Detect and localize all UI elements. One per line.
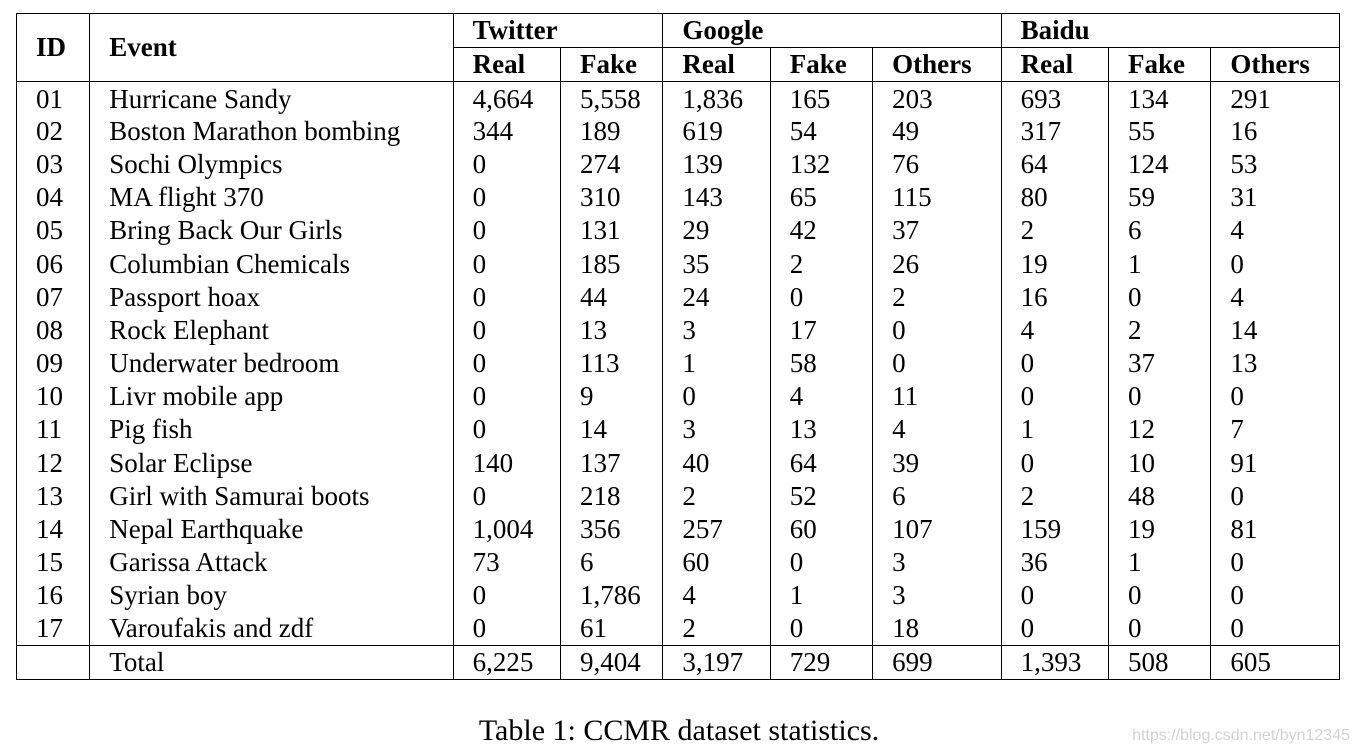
cell-count: 131: [561, 214, 663, 247]
table-row: [17, 613, 1340, 646]
cell-count: 4: [1001, 314, 1108, 347]
cell-id: 11: [36, 414, 62, 445]
cell-count: 291: [1211, 82, 1340, 115]
cell-event: Boston Marathon bombing: [90, 115, 453, 148]
cell-count: 0: [1211, 480, 1340, 513]
cell-count: 159: [1001, 513, 1108, 546]
cell-count: 274: [561, 148, 663, 181]
cell-count: 0: [453, 181, 560, 214]
cell-event: Underwater bedroom: [90, 347, 453, 380]
cell-count: 3: [873, 579, 1001, 612]
cell-count: 91: [1211, 447, 1340, 480]
cell-count: 60: [663, 546, 770, 579]
cell-count: 6: [561, 546, 663, 579]
cell-count: 0: [1001, 380, 1108, 413]
cell-count: 699: [873, 646, 1001, 680]
table-row: [17, 181, 1340, 214]
cell-event: Nepal Earthquake: [90, 513, 453, 546]
cell-count: 729: [770, 646, 872, 680]
cell-count: 1: [1109, 546, 1211, 579]
cell-count: 0: [453, 579, 560, 612]
cell-count: 37: [873, 214, 1001, 247]
cell-count: 0: [770, 613, 872, 646]
cell-count: 3: [663, 314, 770, 347]
cell-count: 10: [1109, 447, 1211, 480]
header-id: ID: [17, 14, 90, 82]
cell-count: 124: [1109, 148, 1211, 181]
cell-count: 107: [873, 513, 1001, 546]
cell-event: Girl with Samurai boots: [90, 480, 453, 513]
header-google-real: Real: [663, 48, 770, 82]
cell-count: 42: [770, 214, 872, 247]
cell-count: 37: [1109, 347, 1211, 380]
cell-count: 693: [1001, 82, 1108, 115]
table-row: [17, 247, 1340, 280]
cell-count: 0: [453, 148, 560, 181]
cell-count: 0: [453, 480, 560, 513]
cell-count: 52: [770, 480, 872, 513]
cell-count: 3: [663, 413, 770, 446]
cell-count: 137: [561, 447, 663, 480]
cell-count: 2: [1001, 214, 1108, 247]
cell-count: 0: [453, 281, 560, 314]
cell-count: 1: [1109, 247, 1211, 280]
cell-count: 0: [770, 281, 872, 314]
cell-count: 185: [561, 247, 663, 280]
cell-count: 0: [453, 247, 560, 280]
cell-count: 61: [561, 613, 663, 646]
cell-count: 65: [770, 181, 872, 214]
cell-event: Livr mobile app: [90, 380, 453, 413]
cell-count: 49: [873, 115, 1001, 148]
table-row: [17, 447, 1340, 480]
cell-count: 310: [561, 181, 663, 214]
cell-count: 2: [873, 281, 1001, 314]
cell-count: 16: [1001, 281, 1108, 314]
cell-count: 14: [561, 413, 663, 446]
cell-id: 06: [36, 248, 63, 279]
watermark: https://blog.csdn.net/byn12345: [1132, 727, 1350, 744]
cell-count: 17: [770, 314, 872, 347]
cell-count: 81: [1211, 513, 1340, 546]
cell-count: 134: [1109, 82, 1211, 115]
cell-count: 1,393: [1001, 646, 1108, 680]
cell-count: 36: [1001, 546, 1108, 579]
cell-id: 07: [36, 281, 63, 312]
cell-count: 13: [1211, 347, 1340, 380]
cell-count: 0: [1109, 380, 1211, 413]
table-row: [17, 281, 1340, 314]
cell-id: 13: [36, 480, 63, 511]
table-row: [17, 480, 1340, 513]
cell-count: 0: [453, 380, 560, 413]
cell-count: 13: [561, 314, 663, 347]
cell-event: Total: [90, 646, 453, 680]
cell-count: 203: [873, 82, 1001, 115]
cell-count: 2: [663, 613, 770, 646]
cell-count: 12: [1109, 413, 1211, 446]
cell-id: 15: [36, 547, 63, 578]
cell-count: 4: [770, 380, 872, 413]
cell-count: 0: [873, 347, 1001, 380]
cell-id: [17, 646, 90, 680]
cell-count: 1,786: [561, 579, 663, 612]
cell-event: Passport hoax: [90, 281, 453, 314]
cell-count: 140: [453, 447, 560, 480]
cell-count: 143: [663, 181, 770, 214]
table-row: [17, 513, 1340, 546]
cell-event: Pig fish: [90, 413, 453, 446]
ccmr-statistics-table: [16, 13, 1340, 680]
cell-count: 6: [873, 480, 1001, 513]
cell-count: 0: [770, 546, 872, 579]
cell-count: 1,836: [663, 82, 770, 115]
cell-count: 113: [561, 347, 663, 380]
cell-count: 80: [1001, 181, 1108, 214]
cell-count: 605: [1211, 646, 1340, 680]
cell-count: 0: [1001, 613, 1108, 646]
cell-id: 10: [36, 381, 63, 412]
table-row: [17, 347, 1340, 380]
cell-count: 2: [663, 480, 770, 513]
cell-count: 0: [453, 214, 560, 247]
cell-count: 218: [561, 480, 663, 513]
cell-count: 1: [1001, 413, 1108, 446]
cell-event: Syrian boy: [90, 579, 453, 612]
cell-event: Varoufakis and zdf: [90, 613, 453, 646]
table-row: [17, 413, 1340, 446]
cell-count: 0: [1211, 380, 1340, 413]
table-row: [17, 579, 1340, 612]
cell-count: 1: [663, 347, 770, 380]
cell-count: 0: [453, 413, 560, 446]
cell-count: 132: [770, 148, 872, 181]
cell-count: 59: [1109, 181, 1211, 214]
cell-count: 9,404: [561, 646, 663, 680]
header-group-twitter: Twitter: [453, 14, 663, 48]
cell-count: 0: [873, 314, 1001, 347]
cell-count: 18: [873, 613, 1001, 646]
cell-id: 09: [36, 348, 63, 379]
cell-count: 76: [873, 148, 1001, 181]
cell-count: 3: [873, 546, 1001, 579]
cell-count: 2: [770, 247, 872, 280]
cell-id: 03: [36, 148, 63, 179]
cell-count: 139: [663, 148, 770, 181]
cell-count: 4: [873, 413, 1001, 446]
cell-id: 02: [36, 115, 63, 146]
cell-event: MA flight 370: [90, 181, 453, 214]
cell-count: 0: [1001, 347, 1108, 380]
cell-count: 0: [453, 347, 560, 380]
header-baidu-fake: Fake: [1109, 48, 1211, 82]
cell-id: 08: [36, 314, 63, 345]
cell-count: 4: [663, 579, 770, 612]
cell-count: 16: [1211, 115, 1340, 148]
cell-count: 6,225: [453, 646, 560, 680]
cell-id: 01: [36, 84, 63, 115]
cell-count: 0: [663, 380, 770, 413]
cell-count: 13: [770, 413, 872, 446]
cell-id: 14: [36, 514, 63, 545]
cell-count: 317: [1001, 115, 1108, 148]
cell-count: 1,004: [453, 513, 560, 546]
cell-count: 0: [453, 314, 560, 347]
cell-count: 2: [1001, 480, 1108, 513]
table-row: [17, 148, 1340, 181]
cell-count: 0: [453, 613, 560, 646]
cell-count: 0: [1109, 579, 1211, 612]
cell-id: 04: [36, 182, 63, 213]
cell-count: 189: [561, 115, 663, 148]
cell-id: 17: [36, 613, 63, 644]
table-caption: Table 1: CCMR dataset statistics.: [478, 714, 880, 747]
cell-count: 6: [1109, 214, 1211, 247]
cell-count: 53: [1211, 148, 1340, 181]
cell-event: Columbian Chemicals: [90, 247, 453, 280]
cell-count: 257: [663, 513, 770, 546]
cell-count: 0: [1001, 579, 1108, 612]
table-row: [17, 314, 1340, 347]
cell-count: 0: [1211, 247, 1340, 280]
cell-count: 73: [453, 546, 560, 579]
header-google-fake: Fake: [770, 48, 872, 82]
total-row: [17, 646, 1340, 680]
header-group-baidu: Baidu: [1001, 14, 1339, 48]
cell-count: 115: [873, 181, 1001, 214]
cell-event: Sochi Olympics: [90, 148, 453, 181]
cell-count: 4: [1211, 214, 1340, 247]
table-body: [17, 82, 1340, 680]
cell-count: 5,558: [561, 82, 663, 115]
cell-count: 26: [873, 247, 1001, 280]
cell-count: 58: [770, 347, 872, 380]
cell-event: Hurricane Sandy: [90, 82, 453, 115]
cell-count: 3,197: [663, 646, 770, 680]
cell-count: 55: [1109, 115, 1211, 148]
cell-id: 05: [36, 215, 63, 246]
cell-count: 0: [1211, 546, 1340, 579]
cell-count: 0: [1109, 281, 1211, 314]
cell-count: 44: [561, 281, 663, 314]
cell-count: 165: [770, 82, 872, 115]
header-twitter-real: Real: [453, 48, 560, 82]
cell-count: 48: [1109, 480, 1211, 513]
cell-count: 4,664: [453, 82, 560, 115]
cell-count: 31: [1211, 181, 1340, 214]
cell-event: Rock Elephant: [90, 314, 453, 347]
header-baidu-real: Real: [1001, 48, 1108, 82]
cell-id: 12: [36, 447, 63, 478]
cell-count: 0: [1001, 447, 1108, 480]
cell-count: 2: [1109, 314, 1211, 347]
cell-count: 7: [1211, 413, 1340, 446]
cell-count: 64: [1001, 148, 1108, 181]
cell-count: 35: [663, 247, 770, 280]
cell-count: 508: [1109, 646, 1211, 680]
cell-event: Garissa Attack: [90, 546, 453, 579]
header-baidu-others: Others: [1211, 48, 1340, 82]
cell-id: 16: [36, 580, 63, 611]
cell-count: 54: [770, 115, 872, 148]
header-group-google: Google: [663, 14, 1001, 48]
cell-count: 356: [561, 513, 663, 546]
cell-count: 39: [873, 447, 1001, 480]
header-twitter-fake: Fake: [561, 48, 663, 82]
cell-count: 11: [873, 380, 1001, 413]
cell-count: 9: [561, 380, 663, 413]
cell-count: 60: [770, 513, 872, 546]
header-google-others: Others: [873, 48, 1001, 82]
header-event: Event: [90, 14, 453, 82]
cell-count: 344: [453, 115, 560, 148]
cell-count: 29: [663, 214, 770, 247]
cell-count: 14: [1211, 314, 1340, 347]
cell-count: 4: [1211, 281, 1340, 314]
table-row: [17, 214, 1340, 247]
cell-count: 19: [1001, 247, 1108, 280]
cell-count: 0: [1211, 579, 1340, 612]
cell-event: Solar Eclipse: [90, 447, 453, 480]
table-row: [17, 380, 1340, 413]
cell-count: 19: [1109, 513, 1211, 546]
table-row: [17, 546, 1340, 579]
table-row: [17, 82, 1340, 115]
cell-count: 40: [663, 447, 770, 480]
cell-count: 1: [770, 579, 872, 612]
cell-count: 0: [1109, 613, 1211, 646]
table-row: [17, 115, 1340, 148]
cell-count: 64: [770, 447, 872, 480]
cell-event: Bring Back Our Girls: [90, 214, 453, 247]
cell-count: 24: [663, 281, 770, 314]
cell-count: 0: [1211, 613, 1340, 646]
cell-count: 619: [663, 115, 770, 148]
